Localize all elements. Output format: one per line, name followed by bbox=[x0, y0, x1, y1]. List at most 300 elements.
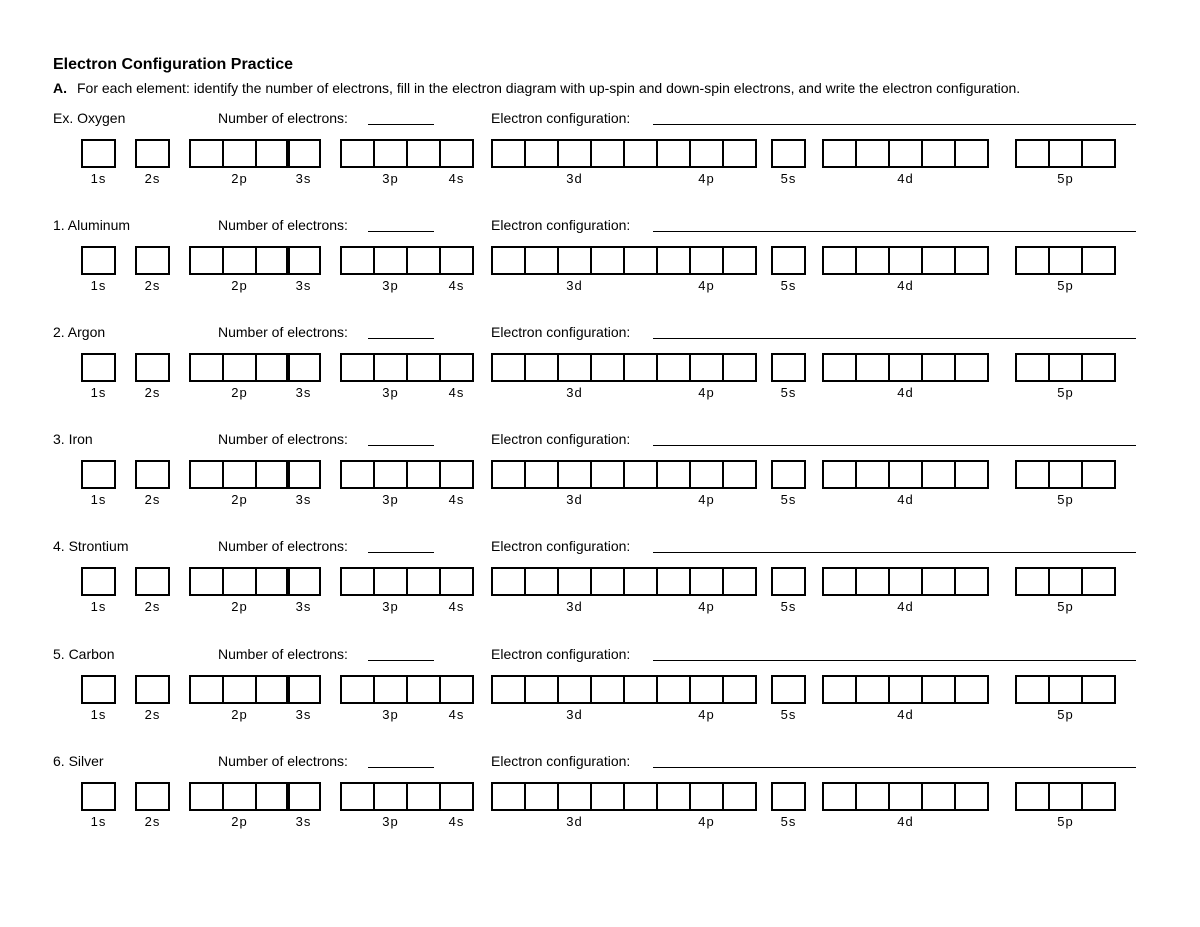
orbital-box[interactable] bbox=[656, 460, 691, 489]
orbital-box[interactable] bbox=[526, 782, 559, 811]
orbital-box[interactable] bbox=[224, 567, 257, 596]
orbital-label: 4p bbox=[698, 278, 715, 293]
orbital-group bbox=[1015, 460, 1116, 487]
orbital-box[interactable] bbox=[890, 353, 923, 382]
orbital-box[interactable] bbox=[771, 567, 806, 596]
orbital-group bbox=[771, 782, 806, 809]
orbital-box[interactable] bbox=[857, 675, 890, 704]
number-of-electrons-field[interactable] bbox=[368, 124, 434, 125]
orbital-box[interactable] bbox=[340, 460, 375, 489]
orbital-box[interactable] bbox=[526, 675, 559, 704]
orbital-box[interactable] bbox=[135, 246, 170, 275]
orbital-group bbox=[822, 139, 989, 166]
orbital-box[interactable] bbox=[224, 675, 257, 704]
orbital-label: 2s bbox=[144, 385, 161, 400]
orbital-label: 1s bbox=[90, 707, 107, 722]
orbital-box[interactable] bbox=[592, 139, 625, 168]
orbital-box[interactable] bbox=[724, 353, 757, 382]
orbital-box[interactable] bbox=[1083, 246, 1116, 275]
orbital-box[interactable] bbox=[890, 675, 923, 704]
orbital-group bbox=[822, 567, 989, 594]
orbital-box[interactable] bbox=[526, 567, 559, 596]
orbital-box[interactable] bbox=[923, 675, 956, 704]
orbital-box[interactable] bbox=[286, 353, 321, 382]
orbital-label: 5p bbox=[1057, 278, 1074, 293]
orbital-box[interactable] bbox=[286, 782, 321, 811]
orbital-box[interactable] bbox=[1050, 782, 1083, 811]
orbital-box[interactable] bbox=[1015, 353, 1050, 382]
orbital-box[interactable] bbox=[923, 353, 956, 382]
orbital-label: 4d bbox=[897, 492, 914, 507]
element-row bbox=[0, 646, 1200, 746]
orbital-box[interactable] bbox=[526, 353, 559, 382]
orbital-box[interactable] bbox=[559, 567, 592, 596]
orbital-box[interactable] bbox=[771, 782, 806, 811]
orbital-box[interactable] bbox=[1083, 139, 1116, 168]
orbital-label: 3s bbox=[295, 707, 312, 722]
orbital-label: 3p bbox=[382, 707, 399, 722]
element-label: 5. Carbon bbox=[53, 646, 115, 662]
orbital-box[interactable] bbox=[439, 675, 474, 704]
orbital-box[interactable] bbox=[286, 139, 321, 168]
element-row bbox=[0, 431, 1200, 531]
electron-configuration-label: Electron configuration: bbox=[491, 753, 631, 769]
electron-configuration-field[interactable] bbox=[653, 552, 1136, 553]
orbital-box[interactable] bbox=[375, 139, 408, 168]
orbital-label: 5s bbox=[780, 278, 797, 293]
orbital-box[interactable] bbox=[771, 675, 806, 704]
orbital-group bbox=[656, 567, 757, 594]
electron-configuration-field[interactable] bbox=[653, 231, 1136, 232]
orbital-group bbox=[439, 567, 474, 594]
orbital-box[interactable] bbox=[724, 460, 757, 489]
orbital-box[interactable] bbox=[592, 460, 625, 489]
orbital-label: 3d bbox=[566, 599, 583, 614]
orbital-box[interactable] bbox=[224, 246, 257, 275]
orbital-box[interactable] bbox=[224, 139, 257, 168]
orbital-box[interactable] bbox=[625, 675, 658, 704]
orbital-box[interactable] bbox=[559, 460, 592, 489]
orbital-group bbox=[656, 460, 757, 487]
orbital-box[interactable] bbox=[890, 782, 923, 811]
orbital-box[interactable] bbox=[771, 139, 806, 168]
orbital-box[interactable] bbox=[439, 353, 474, 382]
orbital-group bbox=[340, 675, 441, 702]
orbital-box[interactable] bbox=[771, 353, 806, 382]
electron-configuration-field[interactable] bbox=[653, 445, 1136, 446]
orbital-label: 2s bbox=[144, 707, 161, 722]
orbital-box[interactable] bbox=[81, 460, 116, 489]
orbital-group bbox=[340, 782, 441, 809]
orbital-box[interactable] bbox=[691, 460, 724, 489]
orbital-box[interactable] bbox=[956, 567, 989, 596]
orbital-box[interactable] bbox=[81, 675, 116, 704]
orbital-label: 5p bbox=[1057, 814, 1074, 829]
orbital-box[interactable] bbox=[771, 460, 806, 489]
orbital-box[interactable] bbox=[923, 246, 956, 275]
orbital-box[interactable] bbox=[81, 353, 116, 382]
electron-configuration-field[interactable] bbox=[653, 338, 1136, 339]
number-of-electrons-label: Number of electrons: bbox=[218, 324, 348, 340]
orbital-label: 5p bbox=[1057, 385, 1074, 400]
orbital-label: 5p bbox=[1057, 599, 1074, 614]
orbital-group bbox=[81, 246, 116, 273]
number-of-electrons-field[interactable] bbox=[368, 445, 434, 446]
orbital-box[interactable] bbox=[822, 460, 857, 489]
orbital-box[interactable] bbox=[375, 353, 408, 382]
orbital-box[interactable] bbox=[81, 246, 116, 275]
orbital-box[interactable] bbox=[1015, 782, 1050, 811]
orbital-box[interactable] bbox=[956, 782, 989, 811]
orbital-label: 1s bbox=[90, 599, 107, 614]
orbital-box[interactable] bbox=[1083, 567, 1116, 596]
orbital-label: 3d bbox=[566, 492, 583, 507]
orbital-box[interactable] bbox=[408, 460, 441, 489]
orbital-group bbox=[656, 782, 757, 809]
orbital-box[interactable] bbox=[691, 782, 724, 811]
orbital-label: 3p bbox=[382, 385, 399, 400]
orbital-box[interactable] bbox=[1015, 460, 1050, 489]
orbital-group bbox=[656, 139, 757, 166]
orbital-box[interactable] bbox=[691, 246, 724, 275]
orbital-box[interactable] bbox=[857, 782, 890, 811]
orbital-box[interactable] bbox=[81, 567, 116, 596]
electron-configuration-field[interactable] bbox=[653, 767, 1136, 768]
orbital-group bbox=[189, 139, 290, 166]
orbital-box[interactable] bbox=[491, 139, 526, 168]
electron-configuration-field[interactable] bbox=[653, 660, 1136, 661]
orbital-box[interactable] bbox=[625, 782, 658, 811]
orbital-box[interactable] bbox=[691, 675, 724, 704]
orbital-group bbox=[491, 567, 658, 594]
orbital-box[interactable] bbox=[439, 460, 474, 489]
orbital-box[interactable] bbox=[956, 139, 989, 168]
orbital-label: 1s bbox=[90, 492, 107, 507]
orbital-group bbox=[286, 782, 321, 809]
orbital-box[interactable] bbox=[408, 353, 441, 382]
orbital-box[interactable] bbox=[1050, 139, 1083, 168]
orbital-label: 4s bbox=[448, 278, 465, 293]
orbital-box[interactable] bbox=[286, 675, 321, 704]
orbital-label: 4s bbox=[448, 599, 465, 614]
orbital-box[interactable] bbox=[81, 782, 116, 811]
orbital-box[interactable] bbox=[559, 782, 592, 811]
orbital-box[interactable] bbox=[286, 460, 321, 489]
orbital-label: 4p bbox=[698, 385, 715, 400]
orbital-box[interactable] bbox=[923, 782, 956, 811]
orbital-group bbox=[135, 353, 170, 380]
orbital-box[interactable] bbox=[408, 675, 441, 704]
orbital-label: 4s bbox=[448, 814, 465, 829]
orbital-box[interactable] bbox=[408, 567, 441, 596]
orbital-box[interactable] bbox=[375, 675, 408, 704]
orbital-label: 5p bbox=[1057, 171, 1074, 186]
orbital-box[interactable] bbox=[1015, 567, 1050, 596]
orbital-label: 3d bbox=[566, 278, 583, 293]
number-of-electrons-label: Number of electrons: bbox=[218, 110, 348, 126]
element-label: 1. Aluminum bbox=[53, 217, 131, 233]
orbital-box[interactable] bbox=[592, 567, 625, 596]
orbital-box[interactable] bbox=[857, 139, 890, 168]
orbital-box[interactable] bbox=[724, 139, 757, 168]
orbital-label: 3d bbox=[566, 171, 583, 186]
orbital-box[interactable] bbox=[592, 782, 625, 811]
orbital-group bbox=[81, 460, 116, 487]
orbital-group bbox=[439, 675, 474, 702]
orbital-group bbox=[491, 139, 658, 166]
electron-configuration-label: Electron configuration: bbox=[491, 324, 631, 340]
orbital-box[interactable] bbox=[340, 246, 375, 275]
orbital-box[interactable] bbox=[340, 353, 375, 382]
electron-configuration-field[interactable] bbox=[653, 124, 1136, 125]
orbital-box[interactable] bbox=[439, 782, 474, 811]
orbital-group bbox=[135, 139, 170, 166]
orbital-group bbox=[135, 675, 170, 702]
orbital-box[interactable] bbox=[135, 353, 170, 382]
orbital-group bbox=[1015, 782, 1116, 809]
orbital-box[interactable] bbox=[822, 139, 857, 168]
orbital-box[interactable] bbox=[135, 567, 170, 596]
orbital-group bbox=[340, 353, 441, 380]
orbital-box[interactable] bbox=[724, 567, 757, 596]
orbital-label: 5s bbox=[780, 171, 797, 186]
orbital-box[interactable] bbox=[691, 353, 724, 382]
orbital-box[interactable] bbox=[189, 567, 224, 596]
electron-configuration-label: Electron configuration: bbox=[491, 646, 631, 662]
orbital-box[interactable] bbox=[559, 246, 592, 275]
orbital-box[interactable] bbox=[592, 246, 625, 275]
orbital-box[interactable] bbox=[923, 139, 956, 168]
orbital-box[interactable] bbox=[559, 353, 592, 382]
orbital-box[interactable] bbox=[559, 139, 592, 168]
orbital-box[interactable] bbox=[1083, 782, 1116, 811]
orbital-box[interactable] bbox=[491, 675, 526, 704]
orbital-box[interactable] bbox=[135, 782, 170, 811]
orbital-box[interactable] bbox=[491, 460, 526, 489]
orbital-box[interactable] bbox=[1050, 675, 1083, 704]
element-label: Ex. Oxygen bbox=[53, 110, 126, 126]
orbital-label: 2s bbox=[144, 171, 161, 186]
orbital-label: 4d bbox=[897, 599, 914, 614]
number-of-electrons-field[interactable] bbox=[368, 552, 434, 553]
orbital-box[interactable] bbox=[340, 782, 375, 811]
orbital-group bbox=[491, 460, 658, 487]
orbital-label: 1s bbox=[90, 385, 107, 400]
orbital-box[interactable] bbox=[189, 460, 224, 489]
orbital-box[interactable] bbox=[189, 353, 224, 382]
orbital-box[interactable] bbox=[491, 782, 526, 811]
orbital-box[interactable] bbox=[135, 460, 170, 489]
orbital-box[interactable] bbox=[656, 675, 691, 704]
orbital-group bbox=[340, 246, 441, 273]
orbital-group bbox=[771, 139, 806, 166]
orbital-box[interactable] bbox=[724, 675, 757, 704]
orbital-label: 2p bbox=[231, 814, 248, 829]
orbital-group bbox=[822, 353, 989, 380]
orbital-box[interactable] bbox=[81, 139, 116, 168]
orbital-box[interactable] bbox=[439, 246, 474, 275]
orbital-label: 4p bbox=[698, 707, 715, 722]
orbital-box[interactable] bbox=[375, 782, 408, 811]
orbital-group bbox=[189, 567, 290, 594]
orbital-group bbox=[822, 246, 989, 273]
orbital-box[interactable] bbox=[771, 246, 806, 275]
orbital-box[interactable] bbox=[656, 353, 691, 382]
orbital-box[interactable] bbox=[224, 782, 257, 811]
orbital-box[interactable] bbox=[857, 353, 890, 382]
number-of-electrons-label: Number of electrons: bbox=[218, 431, 348, 447]
orbital-label: 4d bbox=[897, 278, 914, 293]
orbital-group bbox=[491, 675, 658, 702]
orbital-box[interactable] bbox=[375, 567, 408, 596]
orbital-box[interactable] bbox=[890, 460, 923, 489]
orbital-box[interactable] bbox=[1050, 246, 1083, 275]
orbital-box[interactable] bbox=[1015, 675, 1050, 704]
orbital-box[interactable] bbox=[189, 782, 224, 811]
orbital-group bbox=[340, 567, 441, 594]
orbital-box[interactable] bbox=[656, 246, 691, 275]
orbital-box[interactable] bbox=[1015, 139, 1050, 168]
orbital-box[interactable] bbox=[408, 139, 441, 168]
orbital-box[interactable] bbox=[375, 460, 408, 489]
orbital-box[interactable] bbox=[491, 353, 526, 382]
orbital-box[interactable] bbox=[1083, 675, 1116, 704]
orbital-box[interactable] bbox=[923, 567, 956, 596]
orbital-box[interactable] bbox=[224, 460, 257, 489]
orbital-box[interactable] bbox=[656, 782, 691, 811]
orbital-label: 2p bbox=[231, 278, 248, 293]
orbital-box[interactable] bbox=[857, 460, 890, 489]
element-row bbox=[0, 110, 1200, 210]
orbital-box[interactable] bbox=[822, 246, 857, 275]
orbital-box[interactable] bbox=[189, 246, 224, 275]
orbital-box[interactable] bbox=[1083, 460, 1116, 489]
orbital-box[interactable] bbox=[1015, 246, 1050, 275]
orbital-group bbox=[286, 460, 321, 487]
number-of-electrons-field[interactable] bbox=[368, 767, 434, 768]
orbital-label: 3p bbox=[382, 171, 399, 186]
orbital-group bbox=[1015, 567, 1116, 594]
orbital-box[interactable] bbox=[375, 246, 408, 275]
orbital-box[interactable] bbox=[340, 139, 375, 168]
element-label: 3. Iron bbox=[53, 431, 93, 447]
orbital-label: 4d bbox=[897, 707, 914, 722]
orbital-box[interactable] bbox=[956, 353, 989, 382]
orbital-label: 5s bbox=[780, 492, 797, 507]
orbital-box[interactable] bbox=[189, 139, 224, 168]
element-label: 4. Strontium bbox=[53, 538, 129, 554]
orbital-group bbox=[439, 353, 474, 380]
orbital-box[interactable] bbox=[890, 139, 923, 168]
number-of-electrons-field[interactable] bbox=[368, 338, 434, 339]
orbital-box[interactable] bbox=[526, 139, 559, 168]
orbital-box[interactable] bbox=[956, 675, 989, 704]
orbital-group bbox=[656, 353, 757, 380]
orbital-box[interactable] bbox=[189, 675, 224, 704]
orbital-box[interactable] bbox=[439, 139, 474, 168]
orbital-box[interactable] bbox=[286, 567, 321, 596]
orbital-group bbox=[491, 353, 658, 380]
number-of-electrons-field[interactable] bbox=[368, 660, 434, 661]
orbital-group bbox=[439, 460, 474, 487]
orbital-box[interactable] bbox=[857, 567, 890, 596]
orbital-box[interactable] bbox=[135, 139, 170, 168]
orbital-box[interactable] bbox=[1083, 353, 1116, 382]
orbital-box[interactable] bbox=[822, 353, 857, 382]
orbital-box[interactable] bbox=[923, 460, 956, 489]
orbital-box[interactable] bbox=[656, 567, 691, 596]
orbital-box[interactable] bbox=[340, 567, 375, 596]
orbital-box[interactable] bbox=[491, 246, 526, 275]
orbital-label: 4p bbox=[698, 599, 715, 614]
orbital-box[interactable] bbox=[822, 675, 857, 704]
orbital-box[interactable] bbox=[822, 782, 857, 811]
orbital-box[interactable] bbox=[135, 675, 170, 704]
orbital-box[interactable] bbox=[822, 567, 857, 596]
orbital-box[interactable] bbox=[956, 460, 989, 489]
orbital-box[interactable] bbox=[491, 567, 526, 596]
orbital-box[interactable] bbox=[408, 246, 441, 275]
orbital-group bbox=[822, 675, 989, 702]
orbital-box[interactable] bbox=[857, 246, 890, 275]
orbital-box[interactable] bbox=[656, 139, 691, 168]
orbital-box[interactable] bbox=[224, 353, 257, 382]
orbital-box[interactable] bbox=[1050, 460, 1083, 489]
orbital-box[interactable] bbox=[625, 353, 658, 382]
orbital-box[interactable] bbox=[956, 246, 989, 275]
orbital-box[interactable] bbox=[890, 246, 923, 275]
orbital-box[interactable] bbox=[526, 460, 559, 489]
orbital-group bbox=[135, 460, 170, 487]
orbital-box[interactable] bbox=[408, 782, 441, 811]
orbital-group bbox=[491, 782, 658, 809]
instruction-letter: A. bbox=[53, 80, 67, 96]
orbital-box[interactable] bbox=[724, 246, 757, 275]
orbital-label: 4s bbox=[448, 707, 465, 722]
orbital-box[interactable] bbox=[625, 139, 658, 168]
orbital-box[interactable] bbox=[340, 675, 375, 704]
orbital-box[interactable] bbox=[286, 246, 321, 275]
orbital-label: 4s bbox=[448, 385, 465, 400]
orbital-group bbox=[135, 782, 170, 809]
number-of-electrons-field[interactable] bbox=[368, 231, 434, 232]
orbital-box[interactable] bbox=[526, 246, 559, 275]
orbital-box[interactable] bbox=[592, 353, 625, 382]
orbital-group bbox=[822, 782, 989, 809]
orbital-box[interactable] bbox=[439, 567, 474, 596]
orbital-box[interactable] bbox=[890, 567, 923, 596]
orbital-label: 1s bbox=[90, 171, 107, 186]
orbital-box[interactable] bbox=[724, 782, 757, 811]
orbital-group bbox=[1015, 675, 1116, 702]
orbital-box[interactable] bbox=[1050, 353, 1083, 382]
orbital-box[interactable] bbox=[1050, 567, 1083, 596]
orbital-group bbox=[286, 567, 321, 594]
orbital-box[interactable] bbox=[625, 246, 658, 275]
orbital-group bbox=[286, 246, 321, 273]
orbital-box[interactable] bbox=[691, 567, 724, 596]
orbital-label: 5s bbox=[780, 707, 797, 722]
orbital-box[interactable] bbox=[691, 139, 724, 168]
number-of-electrons-label: Number of electrons: bbox=[218, 646, 348, 662]
orbital-label: 4p bbox=[698, 814, 715, 829]
orbital-label: 5p bbox=[1057, 707, 1074, 722]
orbital-box[interactable] bbox=[592, 675, 625, 704]
orbital-box[interactable] bbox=[625, 567, 658, 596]
orbital-box[interactable] bbox=[559, 675, 592, 704]
element-row bbox=[0, 538, 1200, 638]
orbital-box[interactable] bbox=[625, 460, 658, 489]
